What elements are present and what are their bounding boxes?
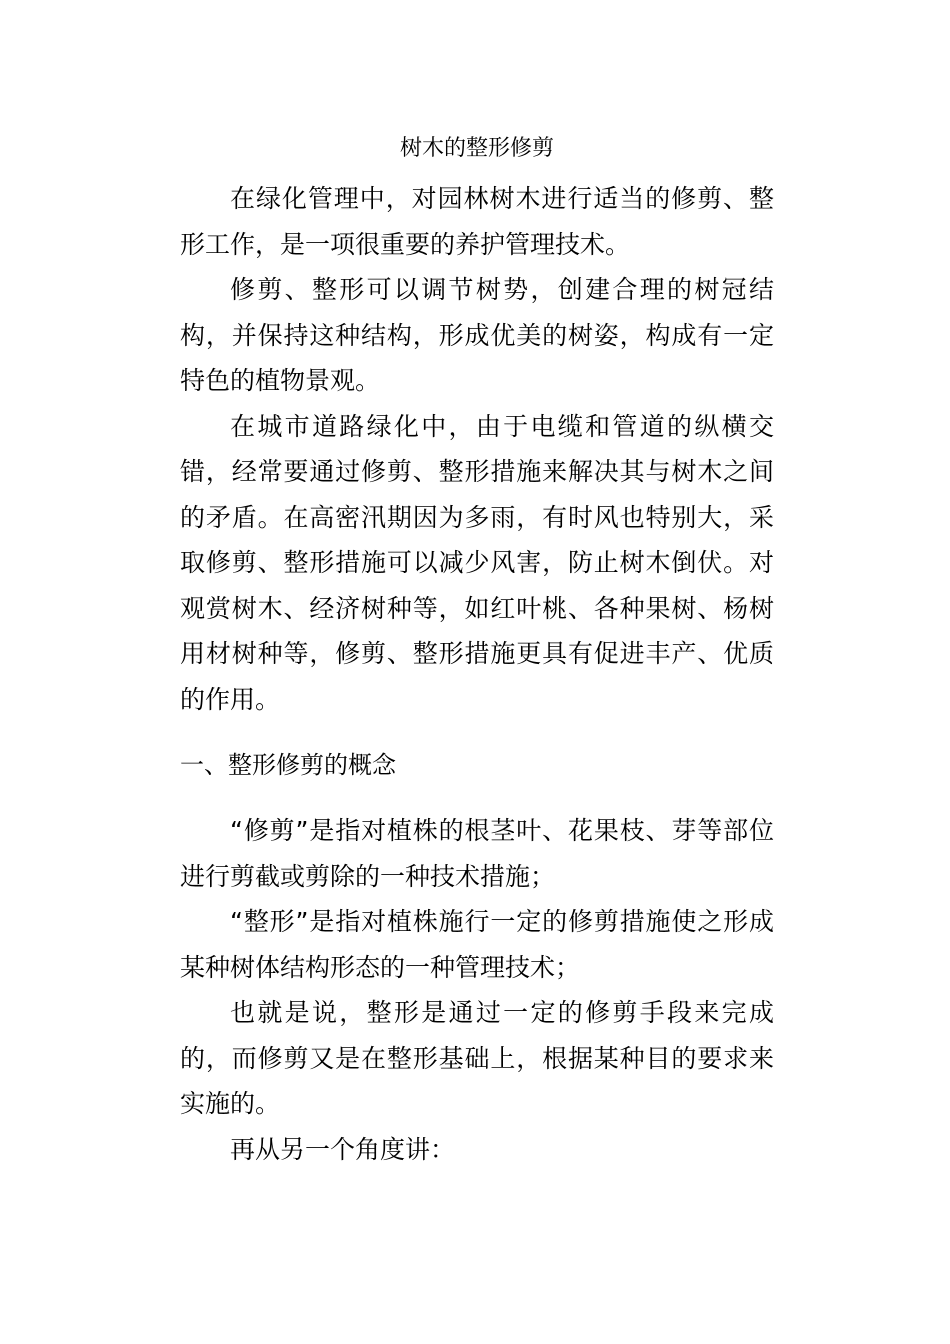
document-body <box>180 126 774 1172</box>
intro-paragraph-1: 在绿化管理中，对园林树木进行适当的修剪、整形工作，是一项很重要的养护管理技术。 <box>180 184 774 259</box>
section-1-paragraph-3: 也就是说，整形是通过一定的修剪手段来完成的，而修剪又是在整形基础上，根据某种目的要求来实施的。 <box>180 998 774 1118</box>
intro-paragraph-2: 修剪、整形可以调节树势，创建合理的树冠结构，并保持这种结构，形成优美的树姿，构成有一定特色的植物景观。 <box>180 275 774 395</box>
section-1-paragraph-2: “整形”是指对植株施行一定的修剪措施使之形成某种树体结构形态的一种管理技术； <box>180 907 774 982</box>
section-heading-1: 一、整形修剪的概念 <box>180 751 396 779</box>
section-1-paragraph-1: “修剪”是指对植株的根茎叶、花果枝、芽等部位进行剪截或剪除的一种技术措施； <box>180 816 774 891</box>
document-title: 树木的整形修剪 <box>399 136 554 161</box>
section-1-paragraph-4: 再从另一个角度讲： <box>230 1134 456 1164</box>
intro-paragraph-3: 在城市道路绿化中，由于电缆和管道的纵横交错，经常要通过修剪、整形措施来解决其与树木之间的矛盾。在高密汛期因为多雨，有时风也特别大，采取修剪、整形措施可以减少风害，防止树木倒伏。对观赏树木、经济树种等，如红叶桃、各种果树、杨树用材树种等，修剪、整形措施更具有促进丰产、优质的作用。 <box>180 411 774 714</box>
